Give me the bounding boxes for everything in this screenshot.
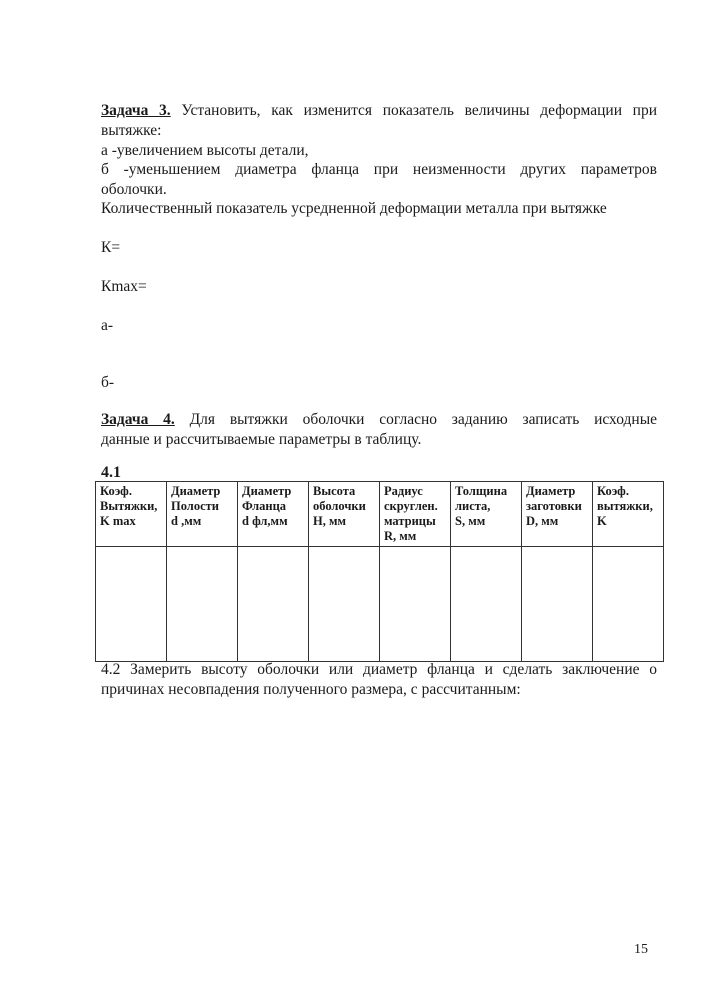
subsection-4-2-line2: причинах несовпадения полученного размера, с рассчитанным: — [101, 681, 521, 698]
cell-shell-height[interactable] — [309, 547, 380, 662]
task3-item-b-cont: оболочки. — [101, 181, 167, 198]
cell-die-radius[interactable] — [380, 547, 451, 662]
header-kmax: Коэф. Вытяжки, K max — [96, 482, 167, 547]
answer-b: б- — [101, 374, 115, 391]
task3-text: Установить, как изменится показатель величины деформации при — [170, 102, 657, 119]
cell-flange-diameter[interactable] — [238, 547, 309, 662]
task3-line2: вытяжке: — [101, 122, 162, 139]
subsection-4-2-line1: 4.2 Замерить высоту оболочки или диаметр фланца и сделать заключение о — [101, 661, 657, 678]
task4-line1 — [101, 410, 657, 430]
header-die-radius: Радиус скруглен. матрицы R, мм — [380, 482, 451, 547]
parameters-table — [95, 481, 664, 662]
header-k: Коэф. вытяжки, K — [593, 482, 664, 547]
k-formula: К= — [101, 239, 121, 256]
task4-text: Для вытяжки оболочки согласно заданию записать исходные — [174, 411, 657, 428]
header-blank-diameter: Диаметр заготовки D, мм — [522, 482, 593, 547]
table-header-row — [96, 482, 664, 547]
task3-line1 — [101, 101, 657, 121]
table-row — [96, 547, 664, 662]
task4-line2: данные и рассчитываемые параметры в таблицу. — [101, 431, 422, 448]
task3-label: Задача 3. — [101, 102, 171, 119]
task3-quant-line: Количественный показатель усредненной деформации металла при вытяжке — [101, 200, 607, 217]
cell-cavity-diameter[interactable] — [167, 547, 238, 662]
cell-blank-diameter[interactable] — [522, 547, 593, 662]
cell-k[interactable] — [593, 547, 664, 662]
header-shell-height: Высота оболочки H, мм — [309, 482, 380, 547]
kmax-formula: Кmax= — [101, 278, 147, 295]
answer-a: а- — [101, 317, 114, 334]
task4-label: Задача 4. — [101, 411, 175, 428]
task3-item-a: а -увеличением высоты детали, — [101, 142, 309, 159]
cell-sheet-thickness[interactable] — [451, 547, 522, 662]
header-cavity-diameter: Диаметр Полости d ,мм — [167, 482, 238, 547]
header-sheet-thickness: Толщина листа, S, мм — [451, 482, 522, 547]
subsection-4-1: 4.1 — [101, 464, 121, 481]
cell-kmax[interactable] — [96, 547, 167, 662]
header-flange-diameter: Диаметр Фланца d фл,мм — [238, 482, 309, 547]
task3-item-b: б -уменьшением диаметра фланца при неизменности других параметров — [101, 161, 657, 178]
page-number: 15 — [634, 942, 648, 957]
